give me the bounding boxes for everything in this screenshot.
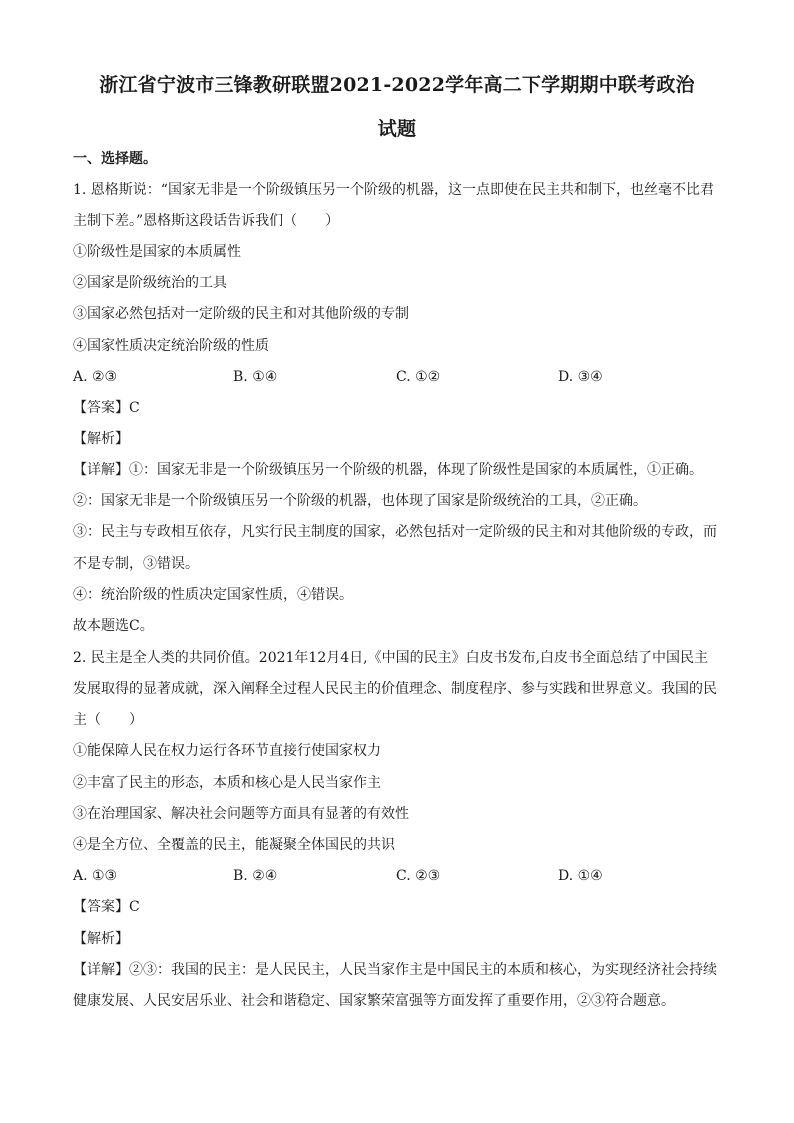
q2-detail-line-2: 健康发展、人民安居乐业、社会和谐稳定、国家繁荣富强等方面发挥了重要作用，②③符合题意。 <box>73 993 675 1009</box>
q1-statement-4: ④国家性质决定统治阶级的性质 <box>73 338 269 354</box>
q2-option-d: D. ①④ <box>558 868 603 884</box>
q2-option-a: A. ①③ <box>73 868 118 884</box>
q1-detail-line-2: ②：国家无非是一个阶级镇压另一个阶级的机器，也体现了国家是阶级统治的工具，②正确。 <box>73 493 647 509</box>
q1-option-b: B. ①④ <box>233 369 278 385</box>
q2-answer: 【答案】C <box>73 899 140 915</box>
q2-statement-3: ③在治理国家、解决社会问题等方面具有显著的有效性 <box>73 806 409 822</box>
q2-stem-line-3: 主（ ） <box>73 712 143 728</box>
q2-detail-line-1: 【详解】②③：我国的民主：是人民民主，人民当家作主是中国民主的本质和核心，为实现经济社会持续 <box>73 962 717 978</box>
q1-detail-line-1: 【详解】①：国家无非是一个阶级镇压另一个阶级的机器，体现了阶级性是国家的本质属性，①正确。 <box>73 462 703 478</box>
q2-statement-2: ②丰富了民主的形态，本质和核心是人民当家作主 <box>73 775 381 791</box>
q2-option-b: B. ②④ <box>233 868 278 884</box>
q1-stem-line-1: 1. 恩格斯说：“国家无非是一个阶级镇压另一个阶级的机器，这一点即使在民主共和制下，也丝毫不比君 <box>73 182 714 198</box>
q1-detail-line-6: 故本题选C。 <box>73 618 154 634</box>
q1-analysis-label: 【解析】 <box>73 431 129 447</box>
document-title-line-2: 试题 <box>377 118 417 140</box>
q1-detail-line-4: 不是专制，③错误。 <box>73 556 199 572</box>
q1-answer: 【答案】C <box>73 400 140 416</box>
q1-statement-1: ①阶级性是国家的本质属性 <box>73 244 241 260</box>
q1-option-d: D. ③④ <box>558 369 603 385</box>
document-title-line-1: 浙江省宁波市三锋教研联盟2021-2022学年高二下学期期中联考政治 <box>99 74 695 96</box>
q1-option-a: A. ②③ <box>73 369 118 385</box>
q1-stem-line-2: 主制下差。”恩格斯这段话告诉我们（ ） <box>73 213 340 229</box>
q1-detail-line-3: ③：民主与专政相互依存，凡实行民主制度的国家，必然包括对一定阶级的民主和对其他阶级的专政，而 <box>73 524 717 540</box>
q2-statement-1: ①能保障人民在权力运行各环节直接行使国家权力 <box>73 743 381 759</box>
q1-detail-line-5: ④：统治阶级的性质决定国家性质，④错误。 <box>73 587 353 603</box>
q2-analysis-label: 【解析】 <box>73 931 129 947</box>
q2-statement-4: ④是全方位、全覆盖的民主，能凝聚全体国民的共识 <box>73 837 395 853</box>
section-heading: 一、选择题。 <box>73 151 157 167</box>
q2-option-c: C. ②③ <box>396 868 441 884</box>
q1-statement-2: ②国家是阶级统治的工具 <box>73 275 227 291</box>
q2-stem-line-2: 发展取得的显著成就，深入阐释全过程人民民主的价值理念、制度程序、参与实践和世界意义。我国的民 <box>73 681 717 697</box>
q1-statement-3: ③国家必然包括对一定阶级的民主和对其他阶级的专制 <box>73 306 409 322</box>
q2-stem-line-1: 2. 民主是全人类的共同价值。2021年12月4日,《中国的民主》白皮书发布,白皮书全面总结了中国民主 <box>73 650 709 666</box>
q1-option-c: C. ①② <box>396 369 441 385</box>
